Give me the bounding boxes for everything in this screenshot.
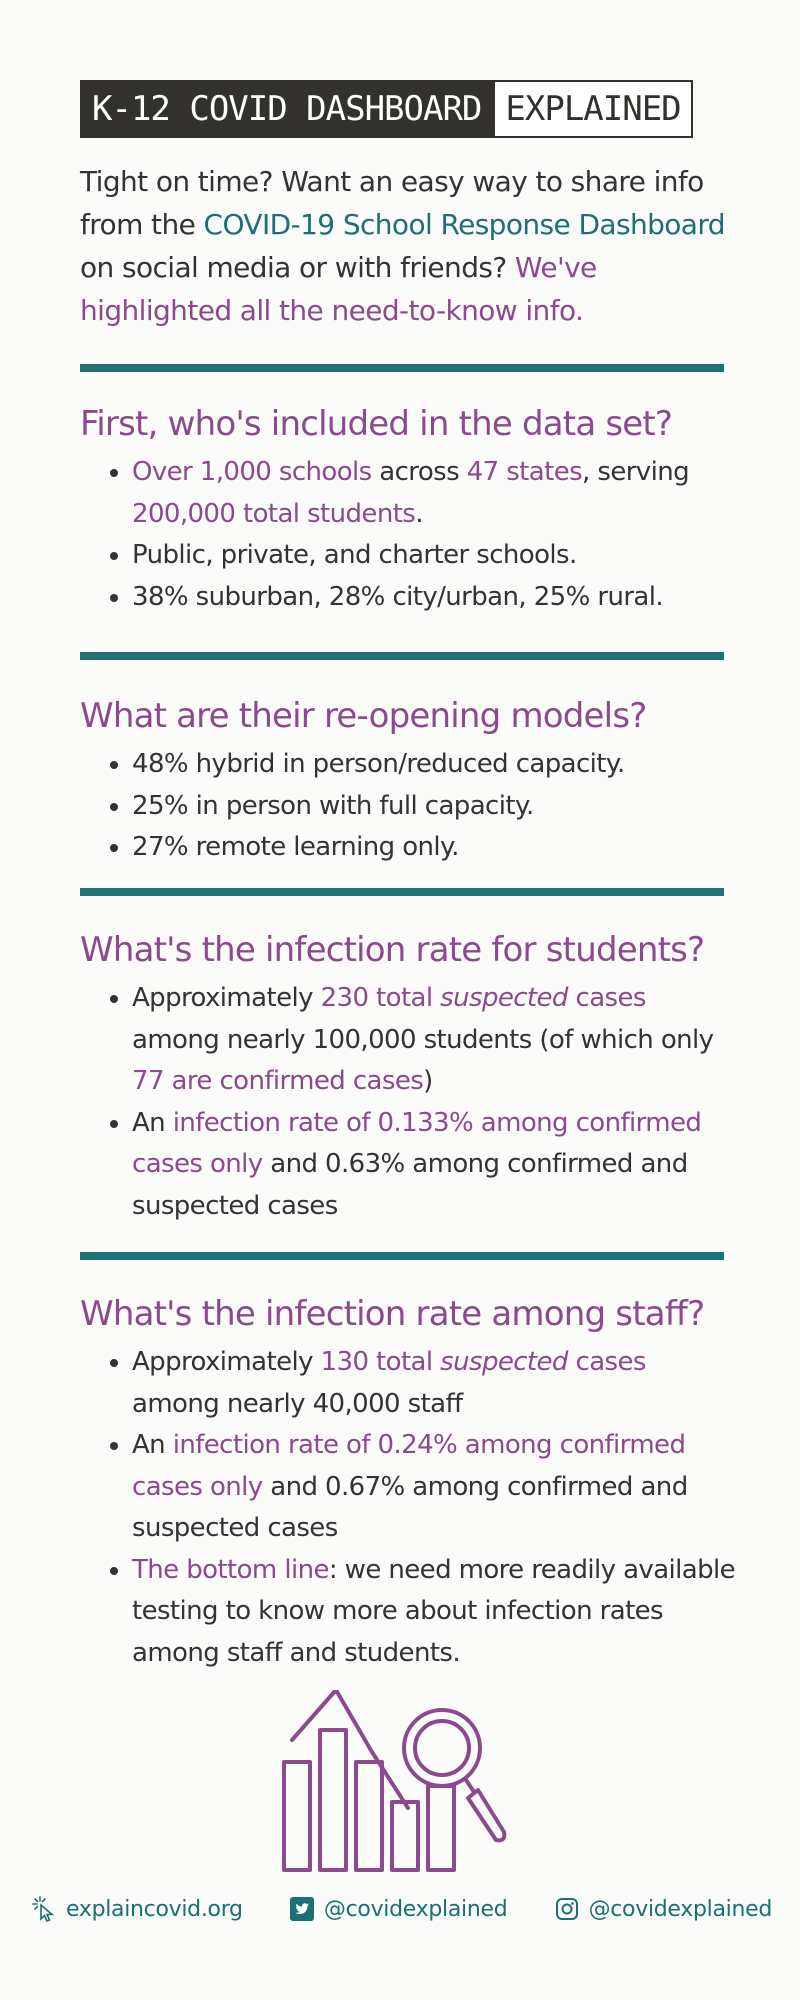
- section-heading: What are their re-opening models?: [80, 696, 647, 736]
- list-item: [132, 452, 740, 535]
- intro-paragraph: [80, 160, 730, 332]
- twitter-handle[interactable]: @covidexplained: [323, 1896, 508, 1922]
- body-text: among nearly 40,000 staff: [132, 1388, 463, 1419]
- highlight-emphasis: suspected: [440, 983, 568, 1013]
- body-text: An: [132, 1107, 173, 1138]
- section-divider: [80, 888, 724, 896]
- body-text: and 0.63% among confirmed and suspected cases: [132, 1149, 688, 1221]
- list-item: • 25% in person with full capacity.: [132, 786, 740, 828]
- highlight-text: 77 are confirmed cases: [132, 1066, 424, 1096]
- title-dark-part: K-12 COVID DASHBOARD: [80, 80, 493, 138]
- bar: [356, 1762, 382, 1870]
- cursor-click-icon: [32, 1896, 56, 1922]
- body-text: : we need more readily available testing to know more about infection rates among staff and students.: [132, 1554, 736, 1668]
- highlight-text: infection rate of 0.133% among confirmed cases only: [132, 1107, 702, 1179]
- footer-website[interactable]: [32, 1896, 243, 1922]
- footer-instagram[interactable]: [555, 1897, 772, 1922]
- magnifier-neck: [466, 1780, 474, 1792]
- bar: [392, 1802, 418, 1870]
- list-item: • 38% suburban, 28% city/urban, 25% rural.: [132, 577, 740, 619]
- highlight-text: The bottom line: [132, 1554, 329, 1585]
- bar: [320, 1730, 346, 1870]
- highlight-text: cases: [567, 983, 646, 1013]
- bar-chart-magnifier-icon: [280, 1690, 520, 1880]
- section-student-infection-rate: [80, 926, 740, 1227]
- body-text: Approximately: [132, 983, 321, 1013]
- website-link[interactable]: explaincovid.org: [66, 1896, 243, 1922]
- body-text: , serving: [582, 457, 690, 487]
- section-divider: [80, 364, 724, 372]
- list-item: [132, 1342, 740, 1425]
- highlight-text: cases: [567, 1347, 646, 1377]
- body-text: Approximately: [132, 1347, 321, 1377]
- highlight-text: 47 states: [466, 457, 583, 487]
- instagram-icon: [555, 1897, 579, 1921]
- list-item: • 27% remote learning only.: [132, 827, 740, 869]
- bullet-list: [80, 452, 740, 618]
- body-text: .: [415, 498, 423, 529]
- page-title: [80, 80, 693, 138]
- body-text: and 0.67% among confirmed and suspected cases: [132, 1471, 688, 1543]
- intro-text-2: on social media or with friends?: [80, 251, 515, 284]
- footer: [32, 1896, 772, 1922]
- bar: [428, 1786, 454, 1870]
- section-heading: What's the infection rate for students?: [80, 930, 705, 970]
- section-divider: [80, 652, 724, 660]
- body-text: ): [423, 1066, 433, 1096]
- title-light-part: EXPLAINED: [493, 80, 692, 138]
- highlight-text: 200,000 total students: [132, 498, 416, 529]
- section-heading: First, who's included in the data set?: [80, 404, 673, 444]
- section-staff-infection-rate: [80, 1290, 740, 1674]
- twitter-icon: [290, 1897, 314, 1921]
- list-item: [132, 978, 740, 1103]
- dashboard-link[interactable]: COVID-19 School Response Dashboard: [203, 208, 725, 241]
- highlight-text: infection rate of 0.24% among confirmed cases only: [132, 1430, 686, 1502]
- body-text: among nearly 100,000 students (of which only: [132, 1024, 714, 1055]
- body-text: An: [132, 1430, 173, 1460]
- highlight-text: 130 total: [320, 1347, 441, 1377]
- bullet-list: [80, 1342, 740, 1674]
- highlight-emphasis: suspected: [440, 1347, 568, 1377]
- intro-highlight: We've highlighted all the need-to-know info.: [80, 251, 597, 327]
- highlight-text: Over 1,000 schools: [132, 457, 372, 487]
- section-heading: What's the infection rate among staff?: [80, 1294, 705, 1334]
- instagram-handle[interactable]: @covidexplained: [588, 1896, 772, 1922]
- bullet-list: [80, 978, 740, 1227]
- list-item: • 48% hybrid in person/reduced capacity.: [132, 744, 740, 786]
- bar: [284, 1762, 310, 1870]
- magnifier-handle: [468, 1790, 504, 1840]
- list-item: [132, 1425, 740, 1550]
- footer-twitter[interactable]: [290, 1897, 507, 1922]
- section-divider: [80, 1252, 724, 1260]
- highlight-text: 230 total: [320, 983, 441, 1013]
- list-item: • Public, private, and charter schools.: [132, 535, 740, 577]
- intro-text-1: Tight on time? Want an easy way to share info from the: [80, 165, 704, 241]
- section-who-included: [80, 400, 740, 618]
- section-reopening-models: [80, 692, 740, 869]
- body-text: across: [371, 457, 467, 487]
- bullet-list: [80, 744, 740, 869]
- list-item: [132, 1103, 740, 1228]
- list-item: [132, 1550, 740, 1675]
